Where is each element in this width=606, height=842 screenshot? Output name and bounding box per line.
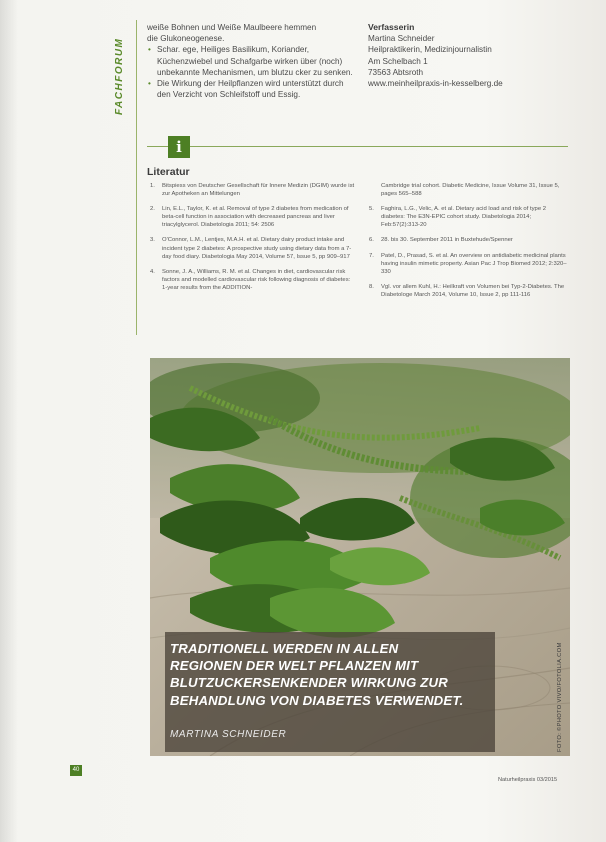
footer-journal: Naturheilpraxis 03/2015: [498, 777, 558, 783]
reference-item: 7. Patel, D., Prasad, S. et al. An overview on antidiabetic medicinal plants having insulin mimetic property. Asian Pac J Trop Biomed 2012; 2:320–330: [369, 252, 567, 275]
quote-author: MARTINA SCHNEIDER: [170, 729, 287, 740]
author-street: Am Schelbach 1: [368, 56, 428, 66]
author-heading: Verfasserin: [368, 22, 415, 32]
author-website[interactable]: www.meinheilpraxis-in-kesselberg.de: [368, 79, 503, 89]
literature-title: Literatur: [147, 166, 190, 178]
reference-item: 1. Bitspiess von Deutscher Gesellschaft für Innere Medizin (DGIM) wurde ist zur Apotheken an Mittelungen: [150, 183, 355, 198]
reference-item: 4. Sonne, J. A., Williams, R. M. et al. Changes in diet, cardiovascular risk factors and modelled cardiovascular risk following diagnosis of diabetes: 1-year results from the ADDITION-: [150, 268, 351, 291]
bullet-item: • Schar. ege, Heiliges Basilikum, Koriander, Küchenzwiebel und Schafgarbe wirken über (noch) unbekannte Mechanismen, um blutzu cker zu senken.: [147, 44, 353, 78]
literature-right-column: [369, 182, 569, 306]
section-tab: [112, 20, 134, 125]
page-number: 40: [70, 765, 82, 776]
author-role: Heilpraktikerin, Medizinjournalistin: [368, 45, 492, 55]
author-box: [368, 22, 548, 89]
reference-continuation: Cambridge trial cohort. Diabetic Medicine, Issue Volume 31, Issue 5, pages 565–588: [381, 183, 560, 198]
photo-credit: FOTO: ©PHOTO VIVO/FOTOLIA.COM: [557, 642, 563, 752]
reference-item: 6. 28. bis 30. September 2011 in Buxtehude/Spenner: [369, 237, 513, 244]
bullet-list: [147, 44, 353, 100]
continuation-line: weiße Bohnen und Weiße Maulbeere hemmen: [147, 23, 317, 32]
quote-line: BLUTZUCKERSENKENDER WIRKUNG ZUR: [170, 675, 448, 691]
author-name: Martina Schneider: [368, 34, 435, 44]
continuation-line: die Glukoneogenese.: [147, 34, 225, 44]
pull-quote: [170, 640, 500, 709]
info-rule: [147, 146, 568, 147]
quote-line: BEHANDLUNG VON DIABETES VERWENDET.: [170, 692, 464, 708]
reference-item: 8. Vgl. vor allem Kuhl, H.: Heilkraft von Volumen bei Typ-2-Diabetes. The Diabetologe March 2014, Volume 10, Issue 2, pp 111-116: [369, 283, 565, 298]
left-text-column: [147, 22, 353, 100]
section-label: FACHFORUM: [114, 37, 125, 115]
info-icon: i: [168, 136, 190, 158]
reference-item: 5. Faghira, L.G., Velic, A. et al. Dietary acid load and risk of type 2 diabetes: The E3N-EPIC cohort study. Diabetologia 2014; Feb:57(2):313-20: [369, 206, 547, 229]
reference-item: 2. Lin, E.L., Taylor, K. et al. Removal of type 2 diabetes from medication of beta-cell function in association with decreased pancreas and liver triacylglycerol. Diabetologia 2011; 54: 2506: [150, 206, 349, 229]
bullet-item: • Die Wirkung der Heilpflanzen wird unterstützt durch den Verzicht von Schleifstoff und Essig.: [147, 78, 353, 100]
quote-line: REGIONEN DER WELT PFLANZEN MIT: [170, 658, 419, 674]
author-city: 73563 Abtsroth: [368, 67, 424, 77]
section-divider: [136, 20, 137, 335]
literature-left-column: [150, 182, 355, 299]
quote-line: TRADITIONELL WERDEN IN ALLEN: [170, 641, 399, 656]
reference-item: 3. O'Connor, L.M., Lentjes, M.A.H. et al. Dietary dairy product intake and incident type 2 diabetes: A prospective study using dietary data from a 7-day food diary. Diabetologia May 2014, Volume 57, Issue 5, pp 909–917: [150, 237, 352, 260]
